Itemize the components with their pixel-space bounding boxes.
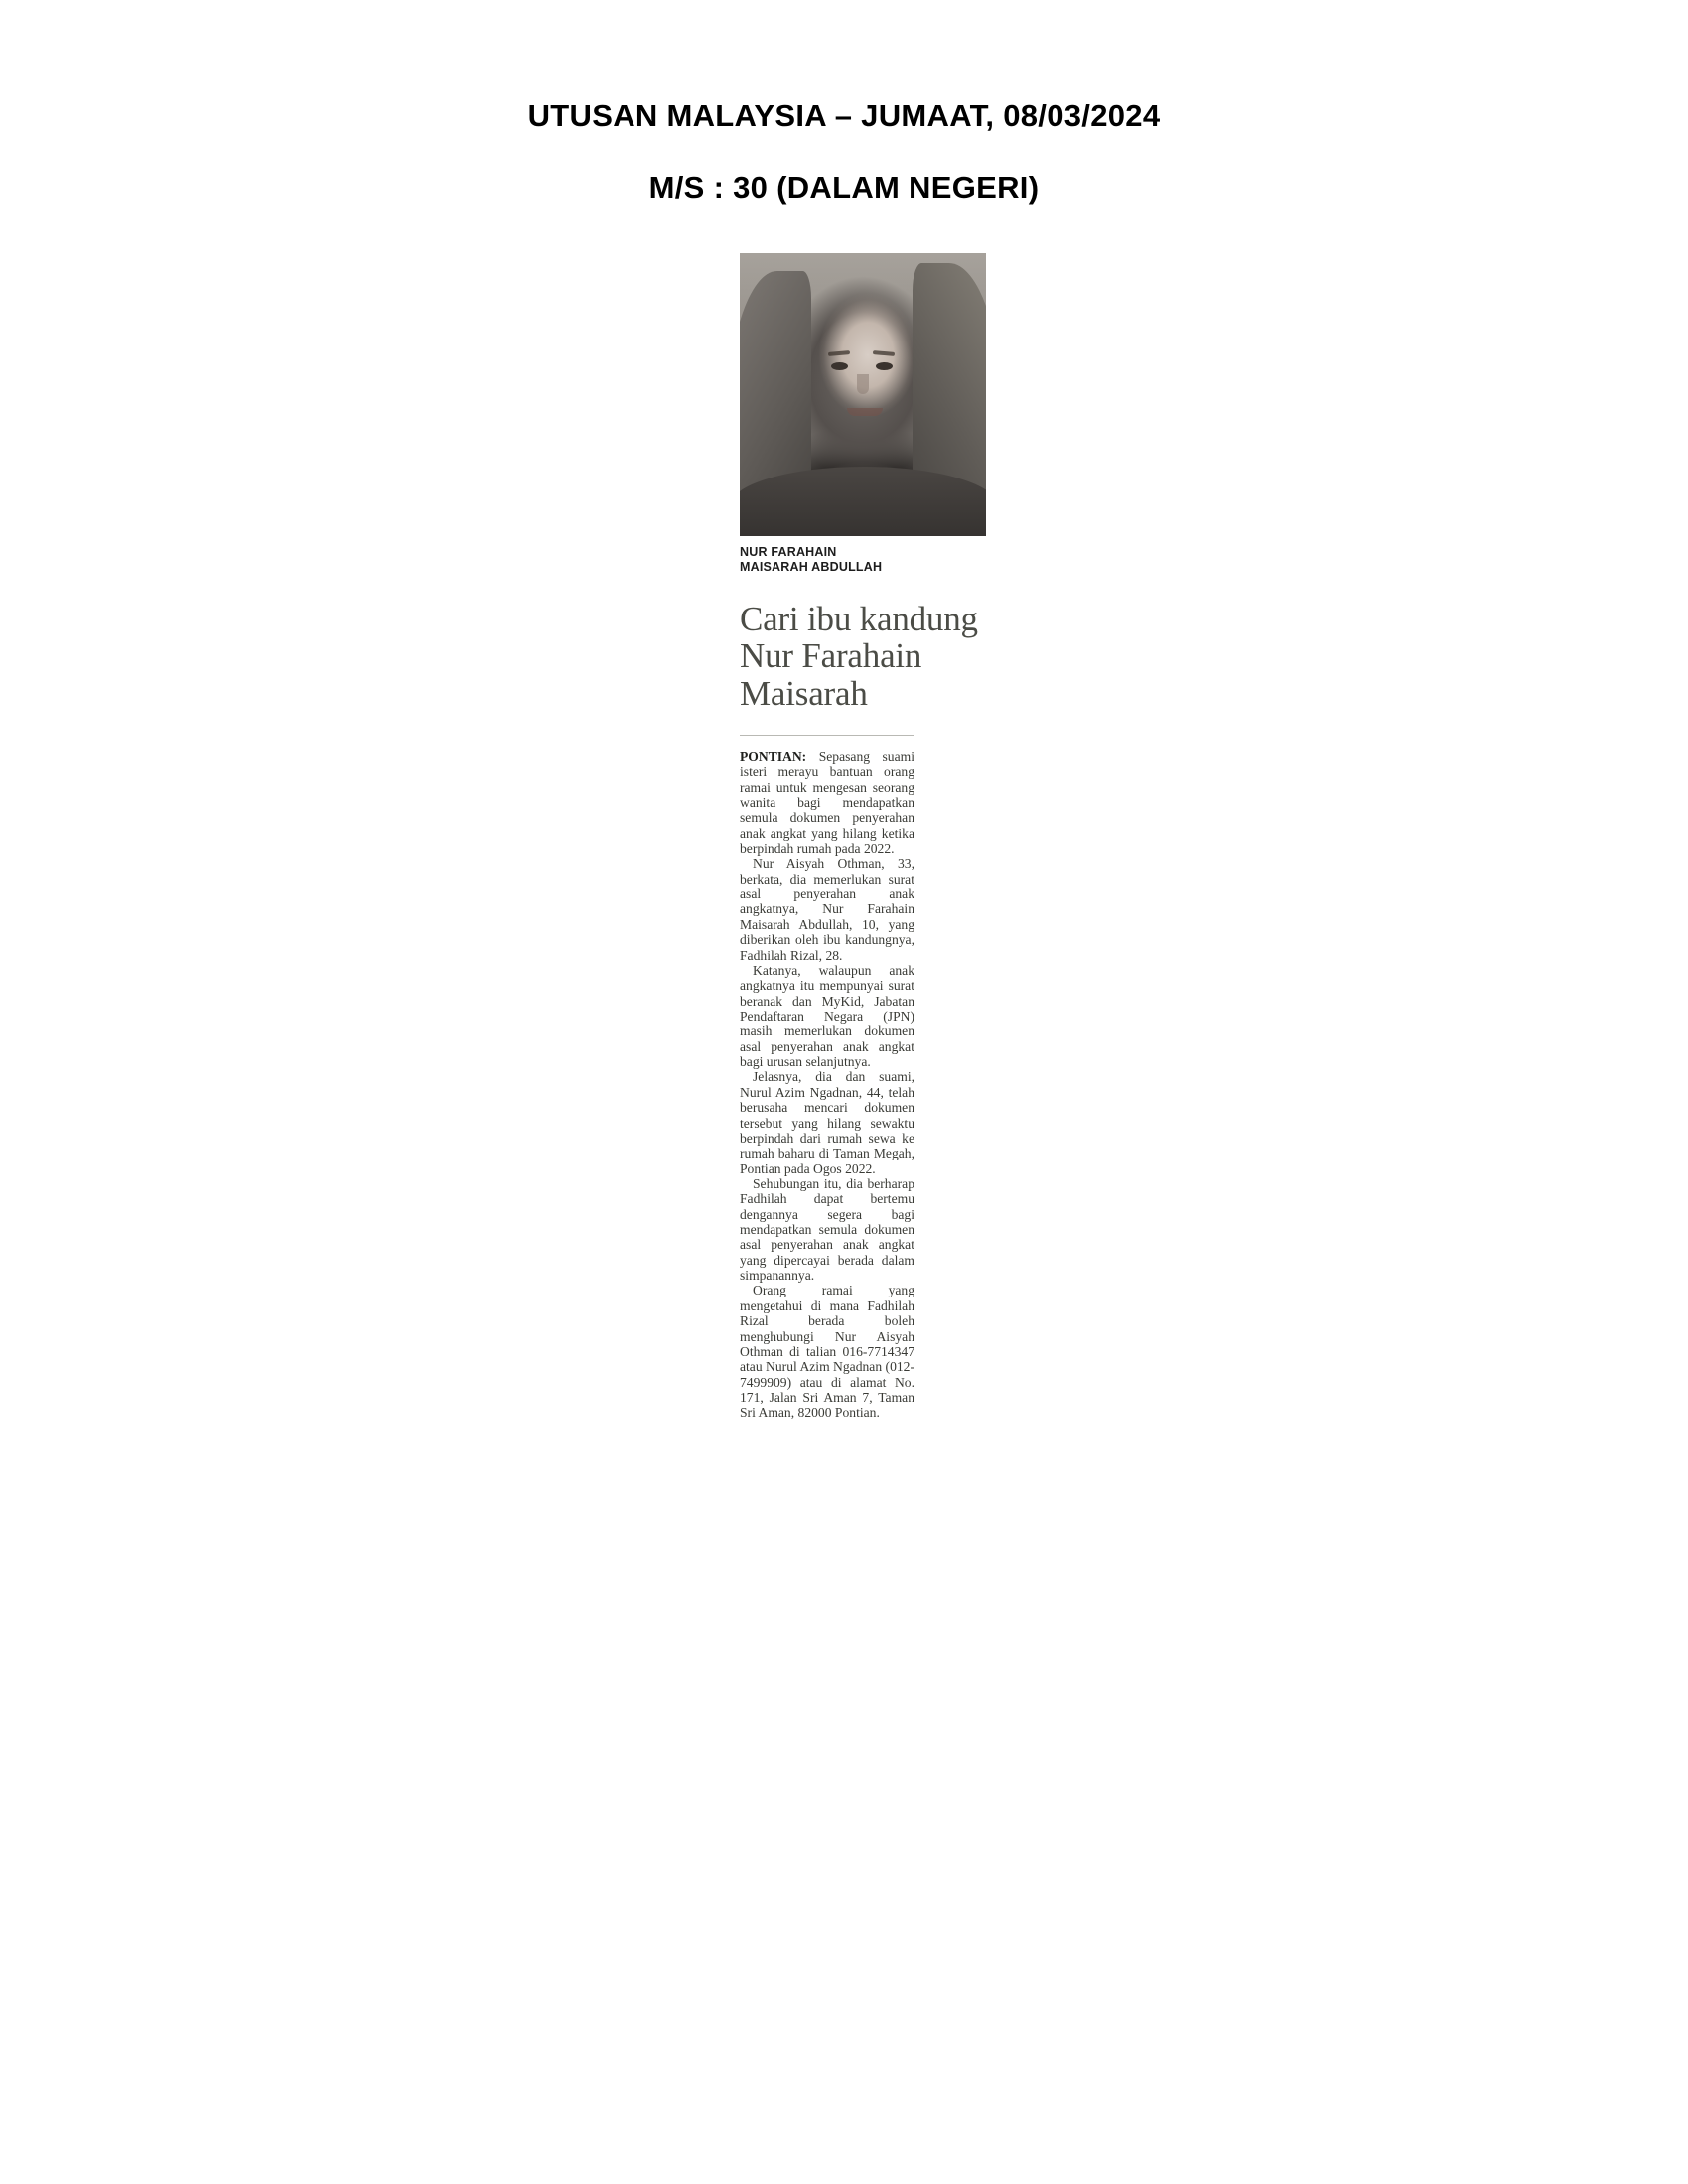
publication-title: UTUSAN MALAYSIA – JUMAAT, 08/03/2024 [527,98,1161,133]
eye-right [876,362,893,370]
article-headline: Cari ibu kandung Nur Farahain Maisarah [740,599,978,714]
portrait-image [740,253,986,536]
newspaper-clipping [740,253,988,1421]
page-header [0,0,1688,205]
article-paragraph: Jelasnya, dia dan suami, Nurul Azim Ngadnan, 44, telah berusaha mencari dokumen tersebut yang hilang sewaktu berpindah dari rumah sewa ke rumah baharu di Taman Megah, Pontian pada Ogos 2022. [740,1069,914,1176]
article-dateline: PONTIAN: [740,749,807,764]
photo-caption-line-1: NUR FARAHAIN [740,545,837,559]
article-body [740,750,914,1421]
article-paragraph-text: Sepasang suami isteri merayu bantuan orang ramai untuk mengesan seorang wanita bagi mendapatkan semula dokumen penyerahan anak angkat yang hilang ketika berpindah rumah pada 2022. [740,749,914,857]
nose [857,374,869,394]
article-paragraph [740,750,914,857]
eyebrow-left [828,350,850,356]
photo-caption [740,545,988,575]
portrait-photo [740,253,986,536]
eyebrow-right [873,350,895,356]
shoulders [740,467,986,536]
article-paragraph: Sehubungan itu, dia berharap Fadhilah dapat bertemu dengannya segera bagi mendapatkan semula dokumen asal penyerahan anak angkat yang dipercayai berada dalam simpanannya. [740,1175,914,1284]
mouth [847,408,883,416]
article-paragraph: Katanya, walaupun anak angkatnya itu mempunyai surat beranak dan MyKid, Jabatan Pendaftaran Negara (JPN) masih memerlukan dokumen asal penyerahan anak angkat bagi urusan selanjutnya. [740,962,914,1070]
headline-divider [740,735,914,736]
page-reference: M/S : 30 (DALAM NEGERI) [648,170,1040,205]
eye-left [831,362,848,370]
photo-caption-line-2: MAISARAH ABDULLAH [740,559,883,574]
article-paragraph: Nur Aisyah Othman, 33, berkata, dia memerlukan surat asal penyerahan anak angkatnya, Nur Farahain Maisarah Abdullah, 10, yang diberikan oleh ibu kandungnya, Fadhilah Rizal, 28. [740,856,914,963]
article-paragraph: Orang ramai yang mengetahui di mana Fadhilah Rizal berada boleh menghubungi Nur Aisyah Othman di talian 016-7714347 atau Nurul Azim Ngadnan (012-7499909) atau di alamat No. 171, Jalan Sri Aman 7, Taman Sri Aman, 82000 Pontian. [740,1283,914,1421]
